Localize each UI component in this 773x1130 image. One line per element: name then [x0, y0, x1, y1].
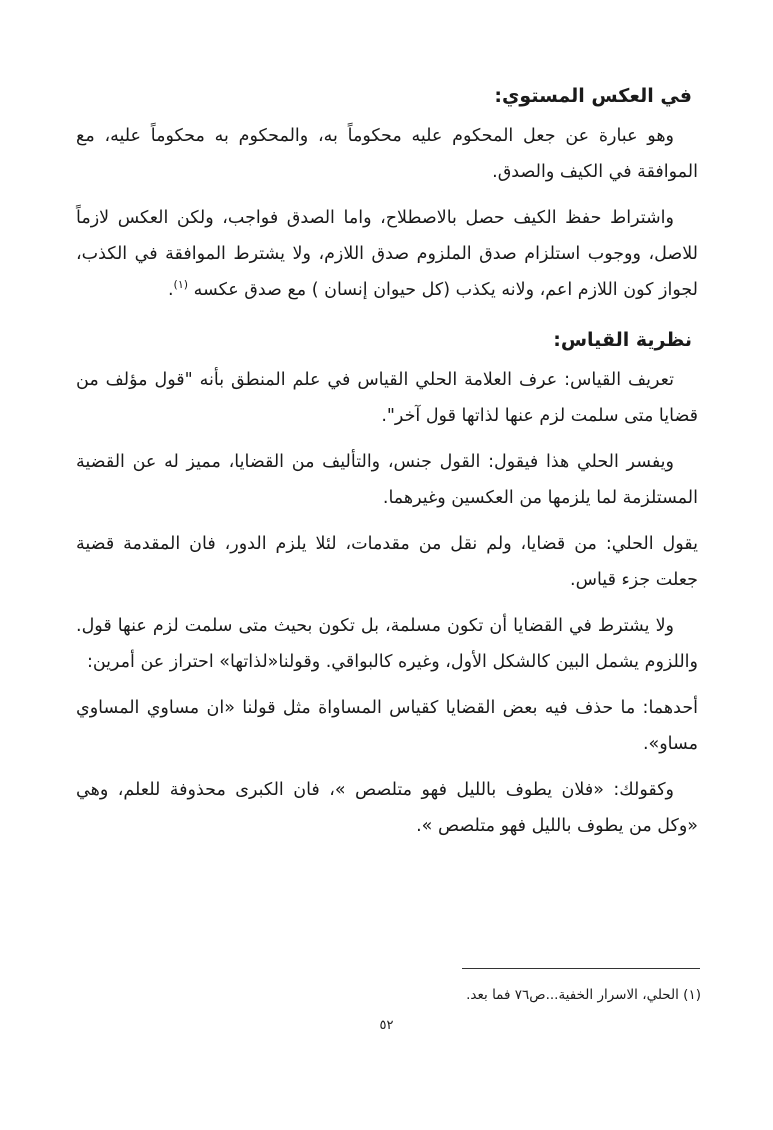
paragraph-text: واشتراط حفظ الكيف حصل بالاصطلاح، واما الصدق فواجب، ولكن العكس لازماً للاصل، ووجوب استلزام صدق الملزوم صدق اللازم، ولا يشترط الموافقة في الكذب، لجواز كون اللازم اعم، ولانه يكذب (كل حيوان إنسان ) مع صدق عكسه	[76, 208, 698, 300]
paragraph: يقول الحلي: من قضايا، ولم نقل من مقدمات، لئلا يلزم الدور، فان المقدمة قضية جعلت جزء قياس.	[76, 534, 698, 590]
paragraph-with-footnote: واشتراط حفظ الكيف حصل بالاصطلاح، واما الصدق فواجب، ولكن العكس لازماً للاصل، ووجوب استلزام صدق الملزوم صدق اللازم، ولا يشترط الموافقة في الكذب، لجواز كون اللازم اعم، ولانه يكذب (كل حيوان إنسان ) مع صدق عكسه $^{(١)}$.	[76, 208, 698, 300]
section-heading-conversion: في العكس المستوي:	[494, 85, 692, 107]
paragraph: ولا يشترط في القضايا أن تكون مسلمة، بل تكون بحيث متى سلمت لزم عنها قول. واللزوم يشمل البين كالشكل الأول، وغيره كالبواقي. وقولنا«لذاتها» احتراز عن أمرين:	[76, 616, 698, 672]
page-number: ٥٢	[379, 1018, 394, 1033]
footnote: (١) الحلي، الاسرار الخفية...ص٧٦ فما بعد.	[466, 987, 701, 1003]
paragraph: ويفسر الحلي هذا فيقول: القول جنس، والتأليف من القضايا، مميز له عن القضية المستلزمة لما يلزمها من العكسين وغيرهما.	[76, 452, 698, 508]
section-heading-syllogism: نظرية القياس:	[553, 329, 692, 351]
page-body	[76, 78, 698, 854]
paragraph: تعريف القياس: عرف العلامة الحلي القياس في علم المنطق بأنه "قول مؤلف من قضايا متى سلمت لزم عنها لذاتها قول آخر".	[76, 370, 698, 426]
paragraph: وهو عبارة عن جعل المحكوم عليه محكوماً به، والمحكوم به محكوماً عليه، مع الموافقة في الكيف والصدق.	[76, 126, 698, 182]
footnote-reference[interactable]: (١)	[173, 278, 189, 292]
paragraph: أحدهما: ما حذف فيه بعض القضايا كقياس المساواة مثل قولنا «ان مساوي المساوي مساو».	[76, 698, 698, 754]
footnote-divider	[462, 968, 700, 969]
paragraph: وكقولك: «فلان يطوف بالليل فهو متلصص »، فان الكبرى محذوفة للعلم، وهي «وكل من يطوف بالليل فهو متلصص ».	[76, 780, 698, 836]
